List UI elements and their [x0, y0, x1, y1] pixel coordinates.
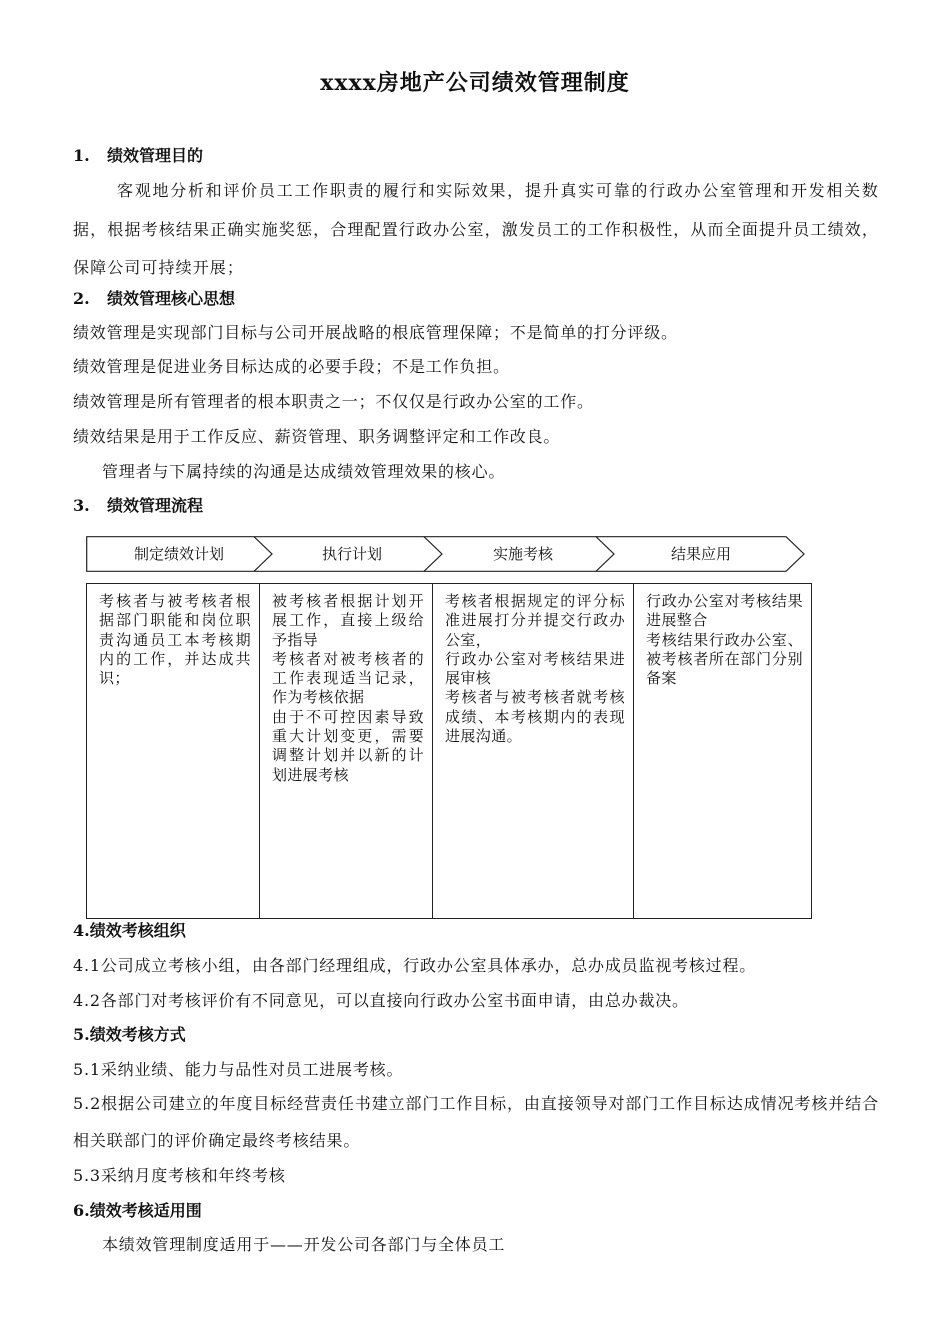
flow-step-label: 结果应用 — [670, 545, 731, 563]
section-2-line: 绩效管理是所有管理者的根本职责之一；不仅仅是行政办公室的工作。 — [73, 392, 594, 411]
section-2-title: 绩效管理核心思想 — [107, 289, 236, 308]
section-5-line: 5.1采纳业绩、能力与品性对员工进展考核。 — [73, 1060, 404, 1079]
section-2-number: 2. — [73, 289, 90, 308]
process-column-text: 被考核者根据计划开展工作，直接上级给予指导 — [272, 592, 424, 649]
section-5-line: 5.2根据公司建立的年度目标经营责任书建立部门工作目标，由直接领导对部门工作目标达成情况考核并结合相关联部门的评价确定最终考核结果。 — [73, 1094, 879, 1150]
process-column-4 — [633, 584, 811, 918]
process-column-text: 行政办公室对考核结果进展审核 — [445, 649, 625, 688]
section-4-heading: 4.绩效考核组织 — [73, 921, 186, 940]
process-column-3 — [432, 584, 633, 918]
section-2-line: 绩效结果是用于工作反应、薪资管理、职务调整评定和工作改良。 — [73, 427, 561, 446]
section-5-line: 5.3采纳月度考核和年终考核 — [73, 1166, 286, 1185]
section-2-heading — [73, 286, 235, 309]
flow-step-label: 实施考核 — [492, 545, 553, 563]
section-3-title: 绩效管理流程 — [107, 496, 204, 515]
section-4-line: 4.1公司成立考核小组，由各部门经理组成，行政办公室具体承办，总办成员监视考核过程。 — [73, 956, 757, 975]
process-column-text: 考核结果行政办公室、被考核者所在部门分别备案 — [646, 630, 803, 688]
process-detail-table — [86, 583, 812, 919]
flow-step-label: 制定绩效计划 — [133, 545, 224, 563]
document-title: xxxx房地产公司绩效管理制度 — [320, 70, 630, 96]
process-column-text: 由于不可控因素导致重大计划变更，需要调整计划并以新的计划进展考核 — [272, 707, 424, 784]
section-1-body: 客观地分析和评价员工工作职责的履行和实际效果，提升真实可靠的行政办公室管理和开发相关数据，根据考核结果正确实施奖惩，合理配置行政办公室，激发员工的工作积极性，从而全面提升员工绩效，保障公司可持续开展； — [73, 181, 879, 277]
process-column-text: 考核者根据规定的评分标准进展打分并提交行政办公室， — [445, 592, 625, 649]
process-column-text: 考核者与被考核者就考核成绩、本考核期内的表现进展沟通。 — [445, 688, 625, 746]
process-column-text: 行政办公室对考核结果进展整合 — [646, 592, 803, 630]
section-2-line: 绩效管理是促进业务目标达成的必要手段；不是工作负担。 — [73, 357, 510, 376]
section-4-line: 4.2各部门对考核评价有不同意见，可以直接向行政办公室书面申请，由总办裁决。 — [73, 991, 689, 1010]
section-6-heading: 6.绩效考核适用围 — [73, 1201, 202, 1220]
flow-step-label: 执行计划 — [321, 545, 382, 563]
section-1-heading — [73, 143, 203, 166]
section-5-heading: 5.绩效考核方式 — [73, 1025, 186, 1044]
section-1-number: 1. — [73, 146, 90, 165]
section-2-line: 绩效管理是实现部门目标与公司开展战略的根底管理保障；不是简单的打分评级。 — [73, 323, 678, 342]
section-3-heading — [73, 493, 203, 516]
section-1-title: 绩效管理目的 — [107, 146, 204, 165]
process-column-text: 考核者对被考核者的工作表现适当记录，作为考核依据 — [272, 649, 424, 707]
section-2-line: 管理者与下属持续的沟通是达成绩效管理效果的核心。 — [102, 462, 506, 481]
process-flow — [86, 536, 808, 572]
section-6-body: 本绩效管理制度适用于——开发公司各部门与全体员工 — [102, 1235, 506, 1254]
process-column-text: 考核者与被考核者根据部门职能和岗位职责沟通员工本考核期内的工作，并达成共识； — [99, 592, 251, 688]
process-column-1 — [87, 584, 259, 918]
section-3-number: 3. — [73, 496, 90, 515]
process-column-2 — [259, 584, 432, 918]
